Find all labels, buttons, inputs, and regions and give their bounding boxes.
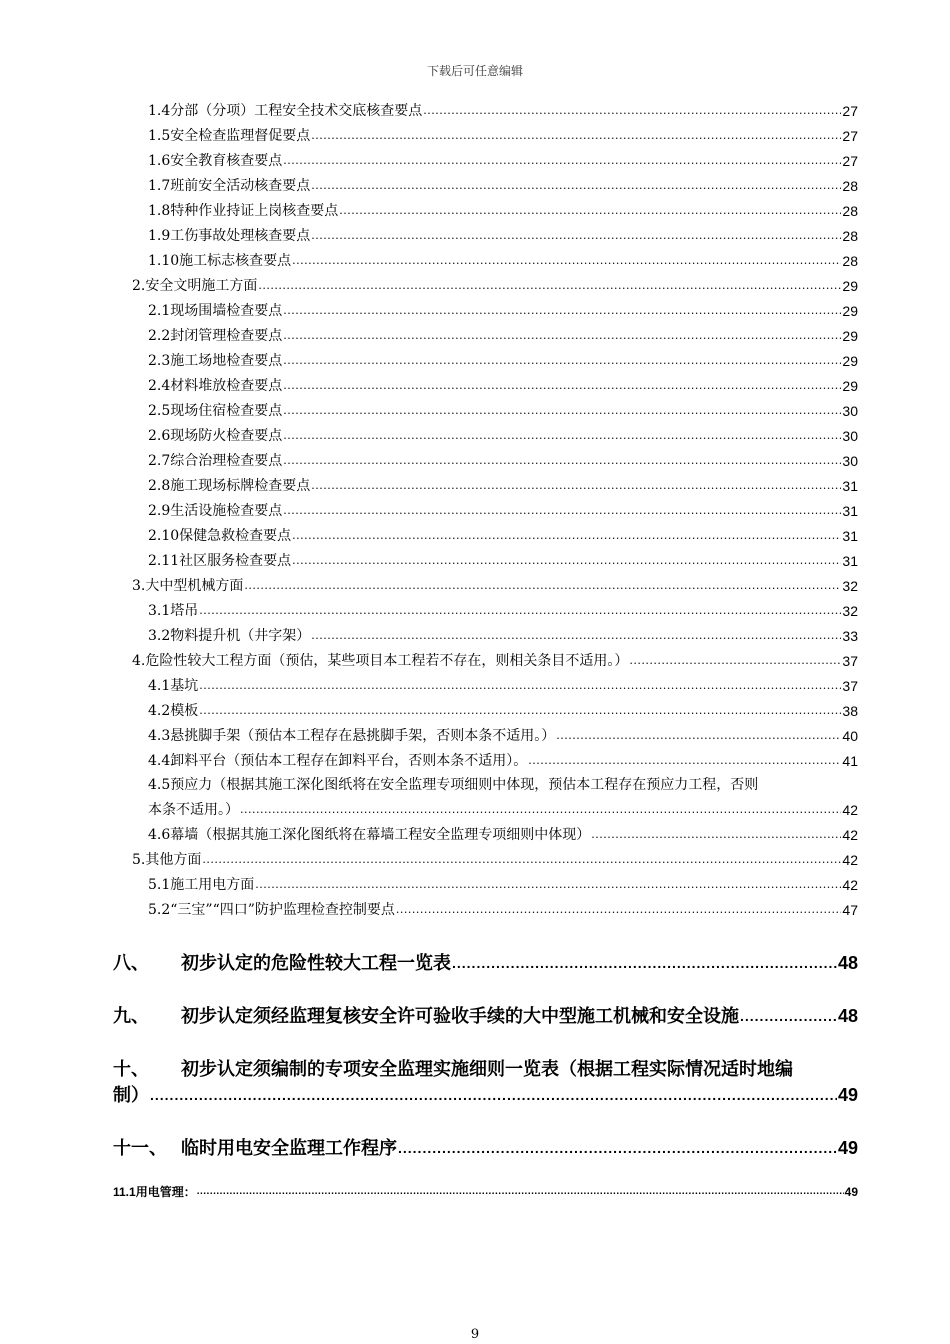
toc-leader-dots (396, 899, 842, 920)
toc-entry-label: 11.1用电管理： (113, 1185, 196, 1199)
toc-entry-page: 31 (842, 503, 858, 519)
toc-leader-dots (591, 824, 841, 845)
toc-entry-label: 1.7班前安全活动核查要点 (148, 178, 311, 194)
toc-entry-page: 31 (842, 528, 858, 544)
toc-section-entry[interactable] (113, 1003, 858, 1029)
toc-entry-label: 4.3悬挑脚手架（预估本工程存在悬挑脚手架，否则本条不适用。） (148, 728, 556, 744)
toc-section-entry[interactable] (113, 1082, 858, 1108)
toc-entry[interactable] (148, 301, 858, 321)
toc-section-title (113, 950, 451, 976)
toc-entry-label: 4.4卸料平台（预估本工程存在卸料平台，否则本条不适用）。 (148, 753, 528, 769)
toc-leader-dots (283, 150, 841, 171)
toc-entry-label: 1.10施工标志核查要点 (148, 253, 292, 269)
toc-entry[interactable] (148, 875, 858, 895)
toc-entry-page: 30 (842, 453, 858, 469)
toc-entry[interactable] (148, 176, 858, 196)
toc-entry[interactable] (113, 1183, 858, 1201)
toc-entry-page: 37 (842, 653, 858, 669)
toc-entry-page: 31 (842, 478, 858, 494)
toc-entry-label: 2.8施工现场标牌检查要点 (148, 478, 311, 494)
toc-leader-dots (311, 225, 841, 246)
toc-leader-dots (199, 700, 841, 721)
toc-leader-dots (244, 575, 841, 596)
toc-section-label: 初步认定须编制的专项安全监理实施细则一览表（根据工程实际情况适时地编 (181, 1059, 793, 1079)
toc-entry-page: 29 (842, 303, 858, 319)
toc-leader-dots (452, 949, 837, 976)
toc-entry[interactable] (148, 326, 858, 346)
toc-entry-label: 3.2物料提升机（井字架） (148, 628, 311, 644)
toc-leader-dots (311, 475, 841, 496)
toc-entry[interactable] (148, 401, 858, 421)
toc-entry[interactable] (148, 126, 858, 146)
toc-entry-label: 4.1基坑 (148, 678, 199, 694)
toc-entry-page: 27 (842, 103, 858, 119)
toc-entry-label: 2.9生活设施检查要点 (148, 503, 283, 519)
toc-leader-dots (311, 625, 841, 646)
toc-entry-page: 48 (837, 953, 858, 973)
toc-entry-label: 4.危险性较大工程方面（预估，某些项目本工程若不存在，则相关条目不适用。） (132, 653, 629, 669)
toc-entry-label: 2.2封闭管理检查要点 (148, 328, 283, 344)
toc-entry-page: 48 (837, 1006, 858, 1026)
toc-leader-dots (556, 725, 841, 746)
toc-entry-label: 2.7综合治理检查要点 (148, 453, 283, 469)
toc-entry-wrap-line1: 4.5预应力（根据其施工深化图纸将在安全监理专项细则中体现，预估本工程存在预应力工程，否则 (148, 777, 759, 793)
toc-entry[interactable] (148, 376, 858, 396)
toc-entry-page: 47 (842, 902, 858, 918)
toc-entry-page: 49 (844, 1185, 858, 1199)
toc-entry-page: 37 (842, 678, 858, 694)
toc-entry-label: 2.5现场住宿检查要点 (148, 403, 283, 419)
toc-section-title (113, 1135, 397, 1161)
toc-leader-dots (398, 1134, 837, 1161)
toc-entry[interactable] (148, 501, 858, 521)
toc-leader-dots (202, 849, 841, 870)
toc-entry-label: 2.1现场围墙检查要点 (148, 303, 283, 319)
toc-leader-dots (283, 300, 841, 321)
toc-entry-page: 41 (842, 753, 858, 769)
toc-entry[interactable] (148, 351, 858, 371)
page-header: 下载后可任意编辑 (426, 64, 523, 78)
toc-entry-label: 2.4材料堆放检查要点 (148, 378, 283, 394)
toc-entry-page: 32 (842, 578, 858, 594)
toc-entry[interactable] (148, 151, 858, 171)
toc-leader-dots (292, 550, 841, 571)
toc-leader-dots (283, 375, 841, 396)
toc-entry-page: 42 (842, 802, 858, 818)
toc-entry-page: 27 (842, 153, 858, 169)
toc-entry[interactable] (148, 426, 858, 446)
toc-entry-page: 29 (842, 378, 858, 394)
toc-leader-dots (740, 1002, 837, 1029)
toc-entry-page: 32 (842, 603, 858, 619)
toc-entry[interactable] (148, 751, 858, 771)
toc-entry[interactable] (148, 476, 858, 496)
toc-section-label: 初步认定须经监理复核安全许可验收手续的大中型施工机械和安全设施 (181, 1006, 739, 1026)
toc-entry-label: 1.5安全检查监理督促要点 (148, 128, 311, 144)
toc-entry[interactable] (148, 251, 858, 271)
toc-entry-page: 29 (842, 278, 858, 294)
toc-leader-dots (528, 750, 841, 771)
toc-section-number: 十、 (113, 1059, 149, 1079)
toc-entry-page: 28 (842, 253, 858, 269)
toc-leader-dots (197, 1181, 844, 1201)
toc-entry-label: 3.1塔吊 (148, 603, 199, 619)
toc-entry-label: 5.2“三宝”“四口”防护监理检查控制要点 (148, 902, 395, 918)
toc-leader-dots (283, 425, 841, 446)
toc-section-entry[interactable] (113, 950, 858, 976)
toc-entry-label: 4.2模板 (148, 703, 199, 719)
toc-entry-page: 29 (842, 328, 858, 344)
toc-leader-dots (423, 100, 841, 121)
toc-entry[interactable] (148, 676, 858, 696)
toc-entry-page: 40 (842, 728, 858, 744)
toc-entry-page: 30 (842, 428, 858, 444)
toc-entry[interactable] (148, 451, 858, 471)
toc-leader-dots (283, 500, 841, 521)
toc-leader-dots (283, 350, 841, 371)
toc-entry-label: 2.3施工场地检查要点 (148, 353, 283, 369)
toc-entry-page: 38 (842, 703, 858, 719)
toc-leader-dots (311, 175, 841, 196)
toc-entry-page: 28 (842, 178, 858, 194)
toc-section-label: 初步认定的危险性较大工程一览表 (181, 953, 451, 973)
toc-section-label: 制） (113, 1085, 149, 1105)
toc-entry-page: 33 (842, 628, 858, 644)
toc-entry[interactable] (148, 101, 858, 121)
toc-leader-dots (240, 799, 841, 820)
toc-entry-page: 30 (842, 403, 858, 419)
toc-entry[interactable] (132, 276, 858, 296)
toc-entry-page: 42 (842, 852, 858, 868)
toc-entry[interactable] (148, 526, 858, 546)
toc-entry-page: 28 (842, 203, 858, 219)
toc-entry[interactable] (148, 201, 858, 221)
toc-section-number: 九、 (113, 1006, 149, 1026)
toc-entry[interactable] (148, 825, 858, 845)
toc-entry-page: 49 (837, 1138, 858, 1158)
toc-entry-label: 本条不适用。） (148, 802, 239, 818)
toc-leader-dots (629, 650, 841, 671)
toc-entry-label: 5.其他方面 (132, 852, 202, 868)
toc-entry[interactable] (132, 850, 858, 870)
toc-section-label: 临时用电安全监理工作程序 (181, 1138, 397, 1158)
toc-entry-label: 2.安全文明施工方面 (132, 278, 258, 294)
toc-entry-page: 29 (842, 353, 858, 369)
toc-entry-page: 28 (842, 228, 858, 244)
toc-entry[interactable] (132, 651, 858, 671)
toc-leader-dots (292, 250, 841, 271)
toc-entry-label: 1.6安全教育核查要点 (148, 153, 283, 169)
toc-section-wrap-line1 (113, 1056, 793, 1082)
toc-entry-page: 42 (842, 827, 858, 843)
toc-leader-dots (311, 125, 841, 146)
toc-leader-dots (283, 325, 841, 346)
toc-entry[interactable] (148, 226, 858, 246)
toc-section-number: 十一、 (113, 1138, 167, 1158)
toc-entry[interactable] (132, 576, 858, 596)
toc-leader-dots (199, 600, 841, 621)
toc-entry[interactable] (148, 800, 858, 820)
toc-entry-label: 1.9工伤事故处理核查要点 (148, 228, 311, 244)
toc-entry[interactable] (148, 626, 858, 646)
toc-leader-dots (255, 874, 841, 895)
toc-entry[interactable] (148, 551, 858, 571)
toc-entry-page: 42 (842, 877, 858, 893)
toc-leader-dots (199, 675, 841, 696)
toc-section-title (113, 1003, 739, 1029)
page-number: 9 (470, 1327, 480, 1342)
toc-entry[interactable] (148, 726, 858, 746)
toc-entry-label: 2.11社区服务检查要点 (148, 553, 292, 569)
toc-leader-dots (258, 275, 841, 296)
toc-entry-label: 1.8特种作业持证上岗核查要点 (148, 203, 339, 219)
toc-entry-label: 2.10保健急救检查要点 (148, 528, 292, 544)
toc-entry-label: 5.1施工用电方面 (148, 877, 255, 893)
toc-entry-page: 31 (842, 553, 858, 569)
toc-entry[interactable] (148, 601, 858, 621)
toc-entry-page: 27 (842, 128, 858, 144)
toc-section-entry[interactable] (113, 1135, 858, 1161)
toc-leader-dots (339, 200, 841, 221)
toc-leader-dots (150, 1081, 837, 1108)
toc-entry-label: 4.6幕墙（根据其施工深化图纸将在幕墙工程安全监理专项细则中体现） (148, 827, 591, 843)
toc-entry[interactable] (148, 900, 858, 920)
toc-section-number: 八、 (113, 953, 149, 973)
toc-entry-label: 3.大中型机械方面 (132, 578, 244, 594)
toc-leader-dots (283, 400, 841, 421)
toc-leader-dots (283, 450, 841, 471)
toc-entry[interactable] (148, 701, 858, 721)
toc-entry-label: 2.6现场防火检查要点 (148, 428, 283, 444)
toc-entry-page: 49 (837, 1085, 858, 1105)
toc-leader-dots (292, 525, 841, 546)
toc-entry-label: 1.4分部（分项）工程安全技术交底核查要点 (148, 103, 423, 119)
